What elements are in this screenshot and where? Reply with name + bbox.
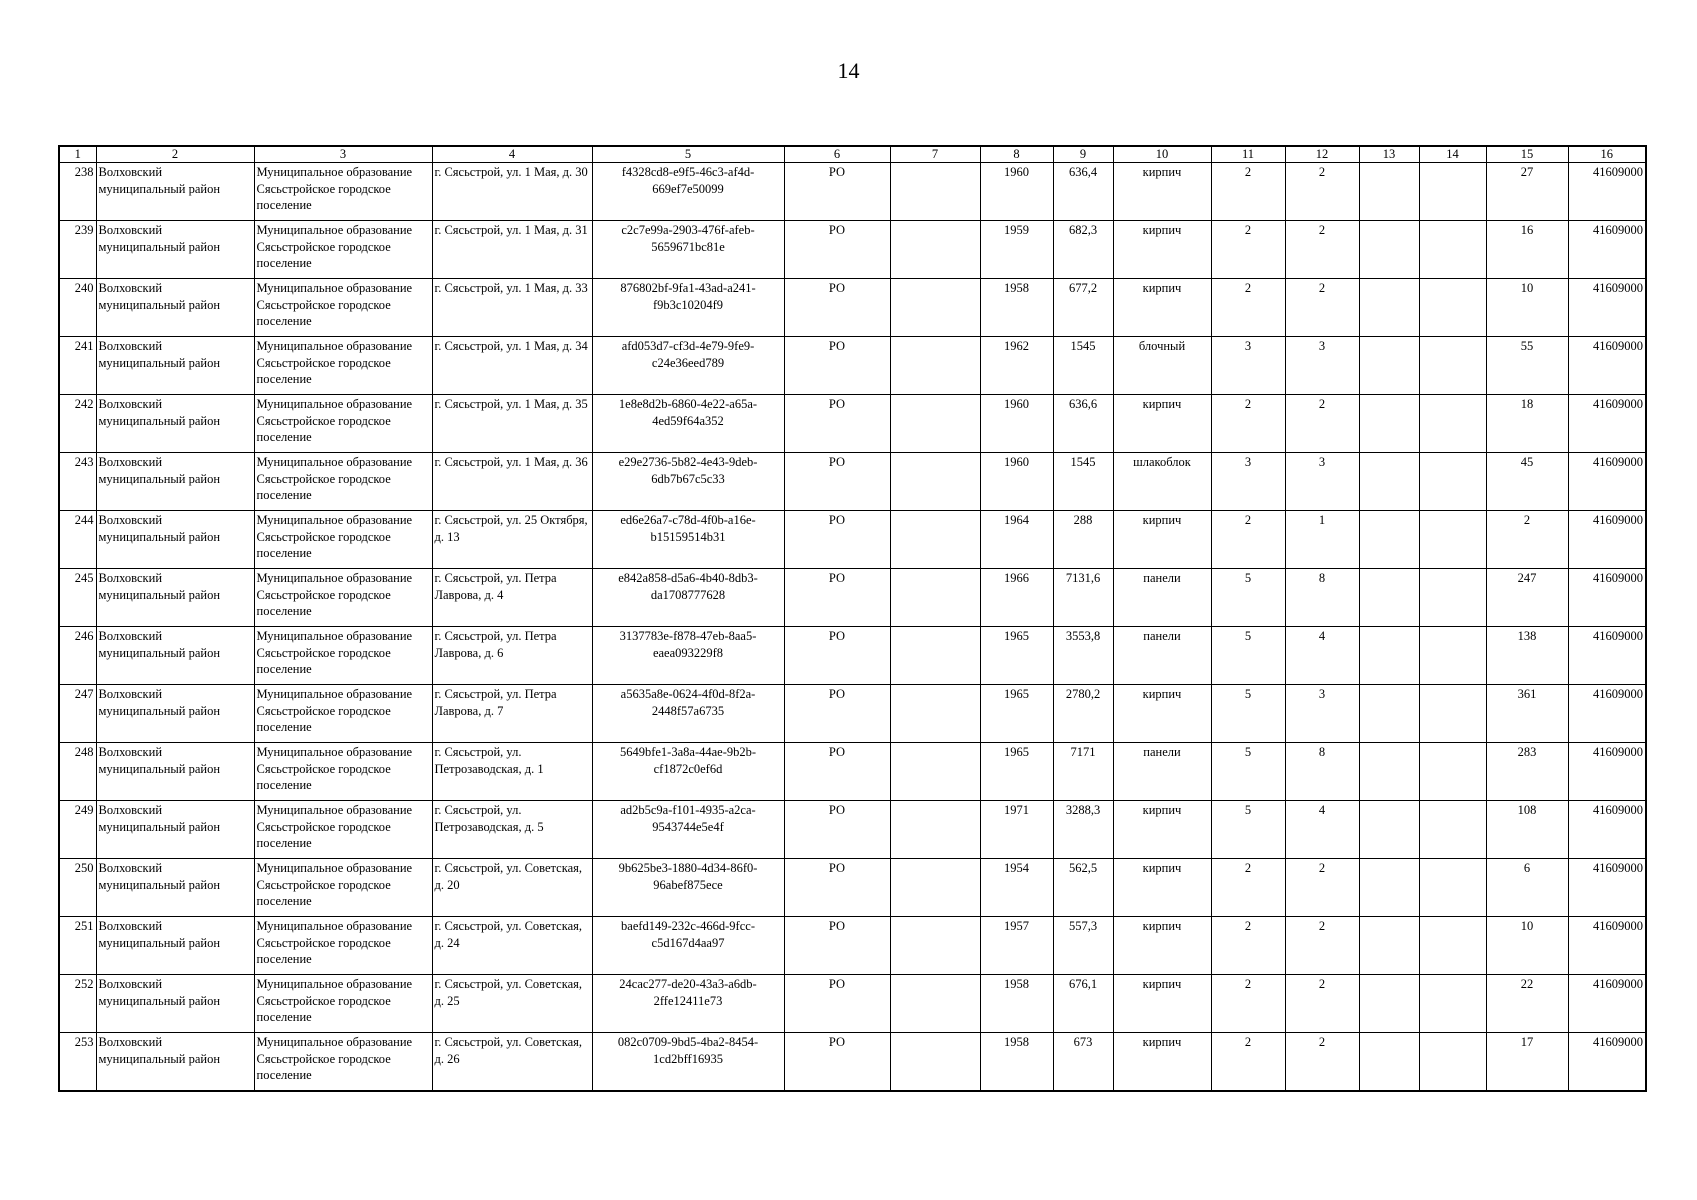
district-cell: Волховский муниципальный район xyxy=(96,279,254,337)
year-cell: 1965 xyxy=(980,627,1053,685)
municipality-cell: Муниципальное образование Сясьстройское городское поселение xyxy=(254,569,432,627)
address-cell: г. Сясьстрой, ул. Советская, д. 20 xyxy=(432,859,592,917)
col14-cell xyxy=(1419,801,1486,859)
material-cell: кирпич xyxy=(1113,1033,1211,1091)
col14-cell xyxy=(1419,337,1486,395)
area-cell: 636,6 xyxy=(1053,395,1113,453)
oktmo-cell: 41609000 xyxy=(1568,337,1646,395)
table-row xyxy=(59,511,1646,569)
oktmo-cell: 41609000 xyxy=(1568,511,1646,569)
entrances-cell: 2 xyxy=(1285,859,1359,917)
district-cell: Волховский муниципальный район xyxy=(96,511,254,569)
municipality-cell: Муниципальное образование Сясьстройское городское поселение xyxy=(254,221,432,279)
col13-cell xyxy=(1359,627,1419,685)
management-cell: РО xyxy=(784,569,890,627)
floors-cell: 2 xyxy=(1211,279,1285,337)
material-cell: кирпич xyxy=(1113,221,1211,279)
housing-registry-table xyxy=(58,145,1647,1092)
guid-cell: e29e2736-5b82-4e43-9deb-6db7b67c5c33 xyxy=(592,453,784,511)
row-number: 246 xyxy=(59,627,96,685)
management-cell: РО xyxy=(784,163,890,221)
municipality-cell: Муниципальное образование Сясьстройское городское поселение xyxy=(254,163,432,221)
address-cell: г. Сясьстрой, ул. 1 Мая, д. 35 xyxy=(432,395,592,453)
table-row xyxy=(59,743,1646,801)
guid-cell: e842a858-d5a6-4b40-8db3-da1708777628 xyxy=(592,569,784,627)
address-cell: г. Сясьстрой, ул. 1 Мая, д. 33 xyxy=(432,279,592,337)
col14-cell xyxy=(1419,163,1486,221)
municipality-cell: Муниципальное образование Сясьстройское городское поселение xyxy=(254,627,432,685)
residents-cell: 17 xyxy=(1486,1033,1568,1091)
material-cell: панели xyxy=(1113,627,1211,685)
entrances-cell: 1 xyxy=(1285,511,1359,569)
column-header: 1 xyxy=(59,146,96,163)
col14-cell xyxy=(1419,917,1486,975)
col13-cell xyxy=(1359,801,1419,859)
residents-cell: 138 xyxy=(1486,627,1568,685)
district-cell: Волховский муниципальный район xyxy=(96,743,254,801)
district-cell: Волховский муниципальный район xyxy=(96,1033,254,1091)
entrances-cell: 4 xyxy=(1285,627,1359,685)
column-header: 10 xyxy=(1113,146,1211,163)
col7-cell xyxy=(890,627,980,685)
year-cell: 1958 xyxy=(980,975,1053,1033)
management-cell: РО xyxy=(784,917,890,975)
address-cell: г. Сясьстрой, ул. Петра Лаврова, д. 7 xyxy=(432,685,592,743)
oktmo-cell: 41609000 xyxy=(1568,163,1646,221)
district-cell: Волховский муниципальный район xyxy=(96,859,254,917)
municipality-cell: Муниципальное образование Сясьстройское городское поселение xyxy=(254,511,432,569)
floors-cell: 2 xyxy=(1211,1033,1285,1091)
district-cell: Волховский муниципальный район xyxy=(96,917,254,975)
oktmo-cell: 41609000 xyxy=(1568,569,1646,627)
row-number: 244 xyxy=(59,511,96,569)
district-cell: Волховский муниципальный район xyxy=(96,627,254,685)
address-cell: г. Сясьстрой, ул. 1 Мая, д. 30 xyxy=(432,163,592,221)
material-cell: кирпич xyxy=(1113,685,1211,743)
guid-cell: 876802bf-9fa1-43ad-a241-f9b3c10204f9 xyxy=(592,279,784,337)
col13-cell xyxy=(1359,395,1419,453)
address-cell: г. Сясьстрой, ул. 25 Октября, д. 13 xyxy=(432,511,592,569)
oktmo-cell: 41609000 xyxy=(1568,975,1646,1033)
entrances-cell: 2 xyxy=(1285,1033,1359,1091)
residents-cell: 2 xyxy=(1486,511,1568,569)
table-row xyxy=(59,279,1646,337)
residents-cell: 10 xyxy=(1486,279,1568,337)
column-number-header-row xyxy=(59,146,1646,163)
area-cell: 288 xyxy=(1053,511,1113,569)
year-cell: 1964 xyxy=(980,511,1053,569)
residents-cell: 6 xyxy=(1486,859,1568,917)
table-row xyxy=(59,627,1646,685)
management-cell: РО xyxy=(784,453,890,511)
col14-cell xyxy=(1419,743,1486,801)
entrances-cell: 4 xyxy=(1285,801,1359,859)
material-cell: панели xyxy=(1113,569,1211,627)
municipality-cell: Муниципальное образование Сясьстройское городское поселение xyxy=(254,1033,432,1091)
page-number: 14 xyxy=(837,58,860,83)
residents-cell: 22 xyxy=(1486,975,1568,1033)
area-cell: 2780,2 xyxy=(1053,685,1113,743)
row-number: 247 xyxy=(59,685,96,743)
row-number: 240 xyxy=(59,279,96,337)
district-cell: Волховский муниципальный район xyxy=(96,395,254,453)
column-header: 7 xyxy=(890,146,980,163)
material-cell: блочный xyxy=(1113,337,1211,395)
material-cell: кирпич xyxy=(1113,917,1211,975)
table-row xyxy=(59,685,1646,743)
col7-cell xyxy=(890,743,980,801)
management-cell: РО xyxy=(784,859,890,917)
col7-cell xyxy=(890,279,980,337)
floors-cell: 5 xyxy=(1211,569,1285,627)
municipality-cell: Муниципальное образование Сясьстройское городское поселение xyxy=(254,279,432,337)
residents-cell: 18 xyxy=(1486,395,1568,453)
material-cell: кирпич xyxy=(1113,511,1211,569)
address-cell: г. Сясьстрой, ул. 1 Мая, д. 34 xyxy=(432,337,592,395)
row-number: 251 xyxy=(59,917,96,975)
col14-cell xyxy=(1419,569,1486,627)
material-cell: кирпич xyxy=(1113,801,1211,859)
management-cell: РО xyxy=(784,395,890,453)
material-cell: шлакоблок xyxy=(1113,453,1211,511)
row-number: 242 xyxy=(59,395,96,453)
area-cell: 1545 xyxy=(1053,337,1113,395)
floors-cell: 2 xyxy=(1211,395,1285,453)
row-number: 253 xyxy=(59,1033,96,1091)
address-cell: г. Сясьстрой, ул. Петрозаводская, д. 1 xyxy=(432,743,592,801)
district-cell: Волховский муниципальный район xyxy=(96,685,254,743)
management-cell: РО xyxy=(784,279,890,337)
table-row xyxy=(59,163,1646,221)
year-cell: 1962 xyxy=(980,337,1053,395)
year-cell: 1965 xyxy=(980,743,1053,801)
col14-cell xyxy=(1419,685,1486,743)
district-cell: Волховский муниципальный район xyxy=(96,569,254,627)
col13-cell xyxy=(1359,221,1419,279)
guid-cell: ed6e26a7-c78d-4f0b-a16e-b15159514b31 xyxy=(592,511,784,569)
row-number: 238 xyxy=(59,163,96,221)
row-number: 243 xyxy=(59,453,96,511)
year-cell: 1971 xyxy=(980,801,1053,859)
guid-cell: ad2b5c9a-f101-4935-a2ca-9543744e5e4f xyxy=(592,801,784,859)
address-cell: г. Сясьстрой, ул. 1 Мая, д. 36 xyxy=(432,453,592,511)
floors-cell: 2 xyxy=(1211,917,1285,975)
municipality-cell: Муниципальное образование Сясьстройское городское поселение xyxy=(254,743,432,801)
entrances-cell: 8 xyxy=(1285,569,1359,627)
oktmo-cell: 41609000 xyxy=(1568,1033,1646,1091)
residents-cell: 45 xyxy=(1486,453,1568,511)
guid-cell: 9b625be3-1880-4d34-86f0-96abef875ece xyxy=(592,859,784,917)
municipality-cell: Муниципальное образование Сясьстройское городское поселение xyxy=(254,337,432,395)
col14-cell xyxy=(1419,975,1486,1033)
address-cell: г. Сясьстрой, ул. Петрозаводская, д. 5 xyxy=(432,801,592,859)
municipality-cell: Муниципальное образование Сясьстройское городское поселение xyxy=(254,859,432,917)
col13-cell xyxy=(1359,743,1419,801)
column-header: 12 xyxy=(1285,146,1359,163)
table-row xyxy=(59,801,1646,859)
floors-cell: 2 xyxy=(1211,163,1285,221)
management-cell: РО xyxy=(784,801,890,859)
municipality-cell: Муниципальное образование Сясьстройское городское поселение xyxy=(254,395,432,453)
guid-cell: afd053d7-cf3d-4e79-9fe9-c24e36eed789 xyxy=(592,337,784,395)
municipality-cell: Муниципальное образование Сясьстройское городское поселение xyxy=(254,685,432,743)
floors-cell: 2 xyxy=(1211,975,1285,1033)
residents-cell: 16 xyxy=(1486,221,1568,279)
oktmo-cell: 41609000 xyxy=(1568,279,1646,337)
column-header: 4 xyxy=(432,146,592,163)
guid-cell: baefd149-232c-466d-9fcc-c5d167d4aa97 xyxy=(592,917,784,975)
area-cell: 682,3 xyxy=(1053,221,1113,279)
entrances-cell: 2 xyxy=(1285,279,1359,337)
area-cell: 1545 xyxy=(1053,453,1113,511)
year-cell: 1960 xyxy=(980,453,1053,511)
col13-cell xyxy=(1359,917,1419,975)
oktmo-cell: 41609000 xyxy=(1568,801,1646,859)
management-cell: РО xyxy=(784,221,890,279)
column-header: 16 xyxy=(1568,146,1646,163)
oktmo-cell: 41609000 xyxy=(1568,917,1646,975)
floors-cell: 2 xyxy=(1211,221,1285,279)
material-cell: кирпич xyxy=(1113,279,1211,337)
col14-cell xyxy=(1419,279,1486,337)
col13-cell xyxy=(1359,975,1419,1033)
guid-cell: c2c7e99a-2903-476f-afeb-5659671bc81e xyxy=(592,221,784,279)
col14-cell xyxy=(1419,1033,1486,1091)
material-cell: кирпич xyxy=(1113,395,1211,453)
entrances-cell: 8 xyxy=(1285,743,1359,801)
col7-cell xyxy=(890,395,980,453)
floors-cell: 3 xyxy=(1211,453,1285,511)
table-row xyxy=(59,395,1646,453)
area-cell: 557,3 xyxy=(1053,917,1113,975)
residents-cell: 247 xyxy=(1486,569,1568,627)
col14-cell xyxy=(1419,453,1486,511)
entrances-cell: 2 xyxy=(1285,163,1359,221)
oktmo-cell: 41609000 xyxy=(1568,859,1646,917)
area-cell: 676,1 xyxy=(1053,975,1113,1033)
col7-cell xyxy=(890,337,980,395)
col7-cell xyxy=(890,221,980,279)
column-header: 11 xyxy=(1211,146,1285,163)
column-header: 9 xyxy=(1053,146,1113,163)
table-row xyxy=(59,975,1646,1033)
district-cell: Волховский муниципальный район xyxy=(96,453,254,511)
management-cell: РО xyxy=(784,743,890,801)
municipality-cell: Муниципальное образование Сясьстройское городское поселение xyxy=(254,801,432,859)
municipality-cell: Муниципальное образование Сясьстройское городское поселение xyxy=(254,975,432,1033)
col14-cell xyxy=(1419,395,1486,453)
col7-cell xyxy=(890,917,980,975)
area-cell: 673 xyxy=(1053,1033,1113,1091)
address-cell: г. Сясьстрой, ул. Петра Лаврова, д. 4 xyxy=(432,569,592,627)
entrances-cell: 3 xyxy=(1285,453,1359,511)
address-cell: г. Сясьстрой, ул. 1 Мая, д. 31 xyxy=(432,221,592,279)
row-number: 250 xyxy=(59,859,96,917)
year-cell: 1954 xyxy=(980,859,1053,917)
area-cell: 3288,3 xyxy=(1053,801,1113,859)
row-number: 252 xyxy=(59,975,96,1033)
address-cell: г. Сясьстрой, ул. Советская, д. 25 xyxy=(432,975,592,1033)
table-row xyxy=(59,1033,1646,1091)
municipality-cell: Муниципальное образование Сясьстройское городское поселение xyxy=(254,917,432,975)
oktmo-cell: 41609000 xyxy=(1568,743,1646,801)
municipality-cell: Муниципальное образование Сясьстройское городское поселение xyxy=(254,453,432,511)
oktmo-cell: 41609000 xyxy=(1568,221,1646,279)
table-row xyxy=(59,337,1646,395)
material-cell: панели xyxy=(1113,743,1211,801)
table-row xyxy=(59,221,1646,279)
floors-cell: 5 xyxy=(1211,627,1285,685)
col7-cell xyxy=(890,569,980,627)
col7-cell xyxy=(890,859,980,917)
management-cell: РО xyxy=(784,975,890,1033)
entrances-cell: 2 xyxy=(1285,917,1359,975)
row-number: 249 xyxy=(59,801,96,859)
column-header: 3 xyxy=(254,146,432,163)
entrances-cell: 2 xyxy=(1285,221,1359,279)
col7-cell xyxy=(890,1033,980,1091)
col13-cell xyxy=(1359,859,1419,917)
col13-cell xyxy=(1359,163,1419,221)
district-cell: Волховский муниципальный район xyxy=(96,221,254,279)
residents-cell: 10 xyxy=(1486,917,1568,975)
table-row xyxy=(59,859,1646,917)
floors-cell: 3 xyxy=(1211,337,1285,395)
col13-cell xyxy=(1359,569,1419,627)
col14-cell xyxy=(1419,511,1486,569)
row-number: 239 xyxy=(59,221,96,279)
residents-cell: 27 xyxy=(1486,163,1568,221)
district-cell: Волховский муниципальный район xyxy=(96,801,254,859)
material-cell: кирпич xyxy=(1113,859,1211,917)
row-number: 245 xyxy=(59,569,96,627)
column-header: 13 xyxy=(1359,146,1419,163)
column-header: 6 xyxy=(784,146,890,163)
col14-cell xyxy=(1419,859,1486,917)
col14-cell xyxy=(1419,221,1486,279)
row-number: 241 xyxy=(59,337,96,395)
area-cell: 3553,8 xyxy=(1053,627,1113,685)
year-cell: 1957 xyxy=(980,917,1053,975)
year-cell: 1960 xyxy=(980,163,1053,221)
column-header: 5 xyxy=(592,146,784,163)
year-cell: 1960 xyxy=(980,395,1053,453)
col7-cell xyxy=(890,511,980,569)
material-cell: кирпич xyxy=(1113,975,1211,1033)
floors-cell: 5 xyxy=(1211,801,1285,859)
material-cell: кирпич xyxy=(1113,163,1211,221)
guid-cell: f4328cd8-e9f5-46c3-af4d-669ef7e50099 xyxy=(592,163,784,221)
area-cell: 562,5 xyxy=(1053,859,1113,917)
column-header: 14 xyxy=(1419,146,1486,163)
oktmo-cell: 41609000 xyxy=(1568,395,1646,453)
floors-cell: 2 xyxy=(1211,859,1285,917)
floors-cell: 2 xyxy=(1211,511,1285,569)
guid-cell: 5649bfe1-3a8a-44ae-9b2b-cf1872c0ef6d xyxy=(592,743,784,801)
col14-cell xyxy=(1419,627,1486,685)
address-cell: г. Сясьстрой, ул. Советская, д. 26 xyxy=(432,1033,592,1091)
guid-cell: 1e8e8d2b-6860-4e22-a65a-4ed59f64a352 xyxy=(592,395,784,453)
guid-cell: 3137783e-f878-47eb-8aa5-eaea093229f8 xyxy=(592,627,784,685)
column-header: 15 xyxy=(1486,146,1568,163)
col13-cell xyxy=(1359,685,1419,743)
address-cell: г. Сясьстрой, ул. Петра Лаврова, д. 6 xyxy=(432,627,592,685)
floors-cell: 5 xyxy=(1211,685,1285,743)
area-cell: 7171 xyxy=(1053,743,1113,801)
year-cell: 1965 xyxy=(980,685,1053,743)
district-cell: Волховский муниципальный район xyxy=(96,163,254,221)
col7-cell xyxy=(890,453,980,511)
management-cell: РО xyxy=(784,1033,890,1091)
residents-cell: 108 xyxy=(1486,801,1568,859)
column-header: 8 xyxy=(980,146,1053,163)
management-cell: РО xyxy=(784,627,890,685)
col7-cell xyxy=(890,801,980,859)
address-cell: г. Сясьстрой, ул. Советская, д. 24 xyxy=(432,917,592,975)
column-header: 2 xyxy=(96,146,254,163)
table-row xyxy=(59,453,1646,511)
oktmo-cell: 41609000 xyxy=(1568,627,1646,685)
col7-cell xyxy=(890,685,980,743)
guid-cell: a5635a8e-0624-4f0d-8f2a-2448f57a6735 xyxy=(592,685,784,743)
entrances-cell: 2 xyxy=(1285,975,1359,1033)
entrances-cell: 2 xyxy=(1285,395,1359,453)
residents-cell: 361 xyxy=(1486,685,1568,743)
oktmo-cell: 41609000 xyxy=(1568,685,1646,743)
year-cell: 1959 xyxy=(980,221,1053,279)
col13-cell xyxy=(1359,1033,1419,1091)
district-cell: Волховский муниципальный район xyxy=(96,337,254,395)
management-cell: РО xyxy=(784,337,890,395)
col7-cell xyxy=(890,975,980,1033)
year-cell: 1958 xyxy=(980,1033,1053,1091)
entrances-cell: 3 xyxy=(1285,685,1359,743)
management-cell: РО xyxy=(784,685,890,743)
year-cell: 1966 xyxy=(980,569,1053,627)
oktmo-cell: 41609000 xyxy=(1568,453,1646,511)
area-cell: 677,2 xyxy=(1053,279,1113,337)
district-cell: Волховский муниципальный район xyxy=(96,975,254,1033)
residents-cell: 283 xyxy=(1486,743,1568,801)
entrances-cell: 3 xyxy=(1285,337,1359,395)
area-cell: 7131,6 xyxy=(1053,569,1113,627)
col13-cell xyxy=(1359,337,1419,395)
col7-cell xyxy=(890,163,980,221)
guid-cell: 24cac277-de20-43a3-a6db-2ffe12411e73 xyxy=(592,975,784,1033)
residents-cell: 55 xyxy=(1486,337,1568,395)
table-body xyxy=(59,163,1646,1091)
area-cell: 636,4 xyxy=(1053,163,1113,221)
table-row xyxy=(59,917,1646,975)
table-row xyxy=(59,569,1646,627)
year-cell: 1958 xyxy=(980,279,1053,337)
col13-cell xyxy=(1359,279,1419,337)
guid-cell: 082c0709-9bd5-4ba2-8454-1cd2bff16935 xyxy=(592,1033,784,1091)
col13-cell xyxy=(1359,511,1419,569)
floors-cell: 5 xyxy=(1211,743,1285,801)
management-cell: РО xyxy=(784,511,890,569)
col13-cell xyxy=(1359,453,1419,511)
row-number: 248 xyxy=(59,743,96,801)
